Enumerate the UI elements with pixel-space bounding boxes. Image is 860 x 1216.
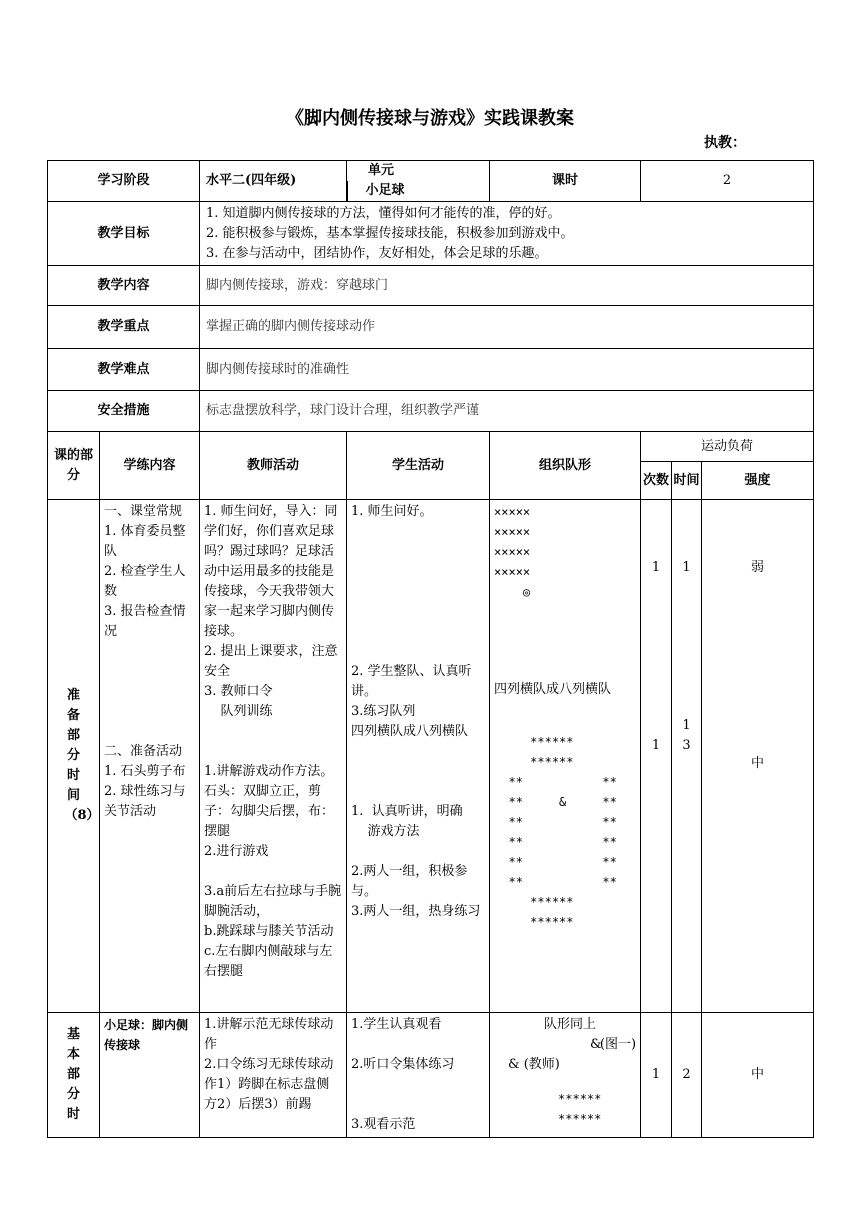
prep-intensity-1: 弱 (751, 560, 765, 575)
basic-part (48, 1013, 100, 1138)
basic-formation-figure: (图一) (599, 1037, 637, 1052)
prep-times-1: 1 (651, 560, 661, 575)
content-label: 教学内容 (48, 266, 200, 306)
teacher-label: 执教： (704, 135, 746, 151)
prep-student: 1. 师生问好。 2. 学生整队、认真听讲。 3.练习队列 四列横队成八列横队 1. 认真听讲，明确 游戏方法 2.两人一组，积极参与。 3.两人一组，热身练习 (347, 500, 490, 1013)
col-intensity: 强度 (702, 462, 814, 500)
keypoint-value: 掌握正确的脚内侧传接球动作 (200, 306, 814, 349)
difficulty-label: 教学难点 (48, 349, 200, 391)
col-part: 课的部分 (48, 432, 100, 500)
prep-intensity-2: 中 (751, 756, 765, 771)
objectives-label: 教学目标 (48, 202, 200, 266)
safety-label: 安全措施 (48, 391, 200, 432)
basic-duration: 2 (672, 1013, 702, 1138)
col-duration: 时间 (672, 462, 702, 500)
stage-value: 水平二(四年级) (200, 161, 347, 202)
objective-item: 2. 能积极参与锻炼，基本掌握传接球技能，积极参加到游戏中。 (206, 225, 574, 241)
prep-part-text: 准备部分时间（8） (64, 688, 100, 823)
prep-times-2: 1 (651, 738, 661, 753)
objective-item: 1. 知道脚内侧传接球的方法，懂得如何才能传的准，停的好。 (206, 205, 561, 221)
formation-warmup-diagram: ****** ****** ** ** ** & ** ** ** ** ** ** ** ** ** ****** ****** (508, 735, 617, 929)
prep-teacher: 1. 师生问好，导入：同学们好，你们喜欢足球吗？踢过球吗？足球活动中运用最多的技能是传接球，今天我带领大家一起来学习脚内侧传接球。 2. 提出上课要求，注意安全 3. 教师口令 队列训练 1.讲解游戏动作方法。石头：双脚立正，剪子：勾脚尖后摆，布：摆腿 2.进行游戏 3.a前后左右拉球与手腕脚腕活动， b.跳踩球与膝关节活动 c.左右脚内侧敲球与左右摆腿 (200, 500, 347, 1013)
prep-intensity (702, 500, 814, 1013)
col-practice: 学练内容 (100, 432, 200, 500)
hours-label: 课时 (490, 161, 641, 202)
prep-duration (672, 500, 702, 1013)
document-title: 《脚内侧传接球与游戏》实践课教案 (286, 108, 574, 129)
prep-duration-2: 13 (682, 718, 691, 753)
basic-times: 1 (641, 1013, 672, 1138)
basic-teacher: 1.讲解示范无球传球动作 2.口令练习无球传球动作1）跨脚在标志盘侧方2）后摆3）前踢 (200, 1013, 347, 1138)
basic-intensity: 中 (702, 1013, 814, 1138)
hours-value: 2 (641, 161, 814, 202)
objective-item: 3. 在参与活动中，团结协作，友好相处，体会足球的乐趣。 (206, 245, 548, 261)
content-value: 脚内侧传接球，游戏：穿越球门 (200, 266, 814, 306)
col-load: 运动负荷 (641, 432, 814, 462)
col-times: 次数 (641, 462, 672, 500)
prep-times (641, 500, 672, 1013)
prep-practice: 一、课堂常规 1. 体育委员整队 2. 检查学生人数 3. 报告检查情况 二、准备活动 1. 石头剪子布 2. 球性练习与关节活动 (100, 500, 200, 1013)
basic-part-text: 基本部分时 (66, 1027, 80, 1122)
unit-value: 小足球 (347, 181, 422, 201)
stage-label: 学习阶段 (48, 161, 200, 202)
basic-formation (490, 1013, 641, 1138)
basic-practice: 小足球：脚内侧传接球 (100, 1013, 200, 1138)
basic-formation-teacher: & (教师) (508, 1057, 560, 1072)
basic-student: 1.学生认真观看 2.听口令集体练习 3.观看示范 (347, 1013, 490, 1138)
objectives-list (200, 202, 814, 266)
basic-formation-same: 队形同上 (544, 1017, 597, 1032)
safety-value: 标志盘摆放科学，球门设计合理，组织教学严谨 (200, 391, 814, 432)
formation-four-rows: ××××× ××××× ××××× ××××× ◎ (494, 505, 531, 599)
basic-formation-coach-mark: & (590, 1037, 602, 1052)
col-formation: 组织队形 (490, 432, 641, 500)
basic-formation-rows: ****** ****** (558, 1092, 602, 1126)
prep-formation (490, 500, 641, 1013)
formation-transition-text: 四列横队成八列横队 (494, 682, 612, 697)
lesson-plan-table (47, 160, 814, 1138)
col-teacher: 教师活动 (200, 432, 347, 500)
prep-duration-1: 1 (682, 560, 691, 575)
keypoint-label: 教学重点 (48, 306, 200, 349)
difficulty-value: 脚内侧传接球时的准确性 (200, 349, 814, 391)
col-student: 学生活动 (347, 432, 490, 500)
prep-part (48, 500, 100, 1013)
unit-label: 单元 (368, 163, 395, 178)
